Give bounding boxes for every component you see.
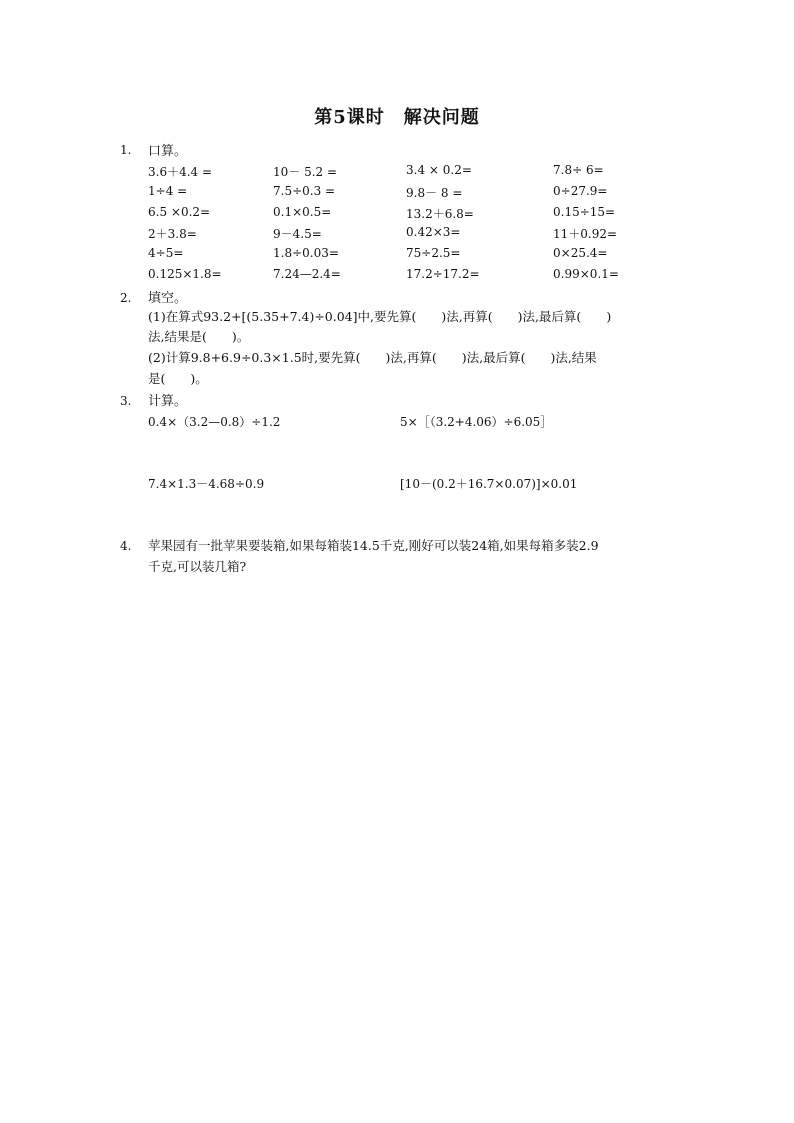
oral-item: 0.15÷15=	[553, 205, 616, 219]
q1-number: 1.	[120, 143, 132, 157]
oral-item: 13.2＋6.8=	[406, 207, 474, 221]
oral-item: 7.8÷ 6=	[553, 163, 604, 177]
calc-problem: 0.4×（3.2—0.8）÷1.2	[148, 415, 281, 429]
q2-line: 是( )。	[148, 371, 208, 386]
q3-number: 3.	[120, 394, 132, 408]
oral-item: 10－ 5.2 =	[273, 165, 338, 179]
oral-item: 11＋0.92=	[553, 227, 618, 241]
oral-item: 3.6＋4.4 =	[148, 165, 213, 179]
oral-item: 7.24—2.4=	[273, 267, 341, 281]
calc-problem: 7.4×1.3－4.68÷0.9	[148, 477, 265, 491]
oral-item: 3.4 × 0.2=	[406, 163, 472, 177]
q2-line: 法,结果是( )。	[148, 329, 250, 344]
oral-item: 0÷27.9=	[553, 184, 608, 198]
page-title: 第5课时 解决问题	[314, 107, 480, 128]
q1-heading: 口算。	[148, 144, 188, 159]
calc-problem: 5×［（3.2+4.06）÷6.05］	[400, 415, 553, 429]
oral-item: 9.8－ 8 =	[406, 186, 463, 200]
oral-item: 75÷2.5=	[406, 246, 461, 260]
q2-number: 2.	[120, 291, 132, 305]
q2-heading: 填空。	[148, 291, 188, 306]
oral-item: 0.1×0.5=	[273, 205, 332, 219]
q4-number: 4.	[120, 539, 132, 553]
oral-item: 0.42×3=	[406, 225, 461, 239]
q2-line: (2)计算9.8+6.9÷0.3×1.5时,要先算( )法,再算( )法,最后算( )法,结果	[148, 350, 597, 365]
oral-item: 6.5 ×0.2=	[148, 205, 211, 219]
oral-item: 4÷5=	[148, 246, 184, 260]
oral-item: 1÷4 =	[148, 184, 188, 198]
q3-heading: 计算。	[148, 394, 188, 409]
oral-item: 0.125×1.8=	[148, 267, 222, 281]
oral-item: 1.8÷0.03=	[273, 246, 339, 260]
oral-item: 0.99×0.1=	[553, 267, 619, 281]
oral-item: 0×25.4=	[553, 246, 608, 260]
calc-problem: [10－(0.2＋16.7×0.07)]×0.01	[400, 477, 578, 491]
oral-item: 9－4.5=	[273, 227, 322, 241]
q4-line: 苹果园有一批苹果要装箱,如果每箱装14.5千克,刚好可以装24箱,如果每箱多装2.9	[148, 538, 599, 553]
q4-line: 千克,可以装几箱?	[148, 559, 247, 574]
oral-item: 2＋3.8=	[148, 227, 197, 241]
oral-item: 7.5÷0.3 =	[273, 184, 336, 198]
q2-line: (1)在算式93.2+[(5.35+7.4)÷0.04]中,要先算( )法,再算( )法,最后算( )	[148, 309, 612, 324]
oral-item: 17.2÷17.2=	[406, 267, 480, 281]
